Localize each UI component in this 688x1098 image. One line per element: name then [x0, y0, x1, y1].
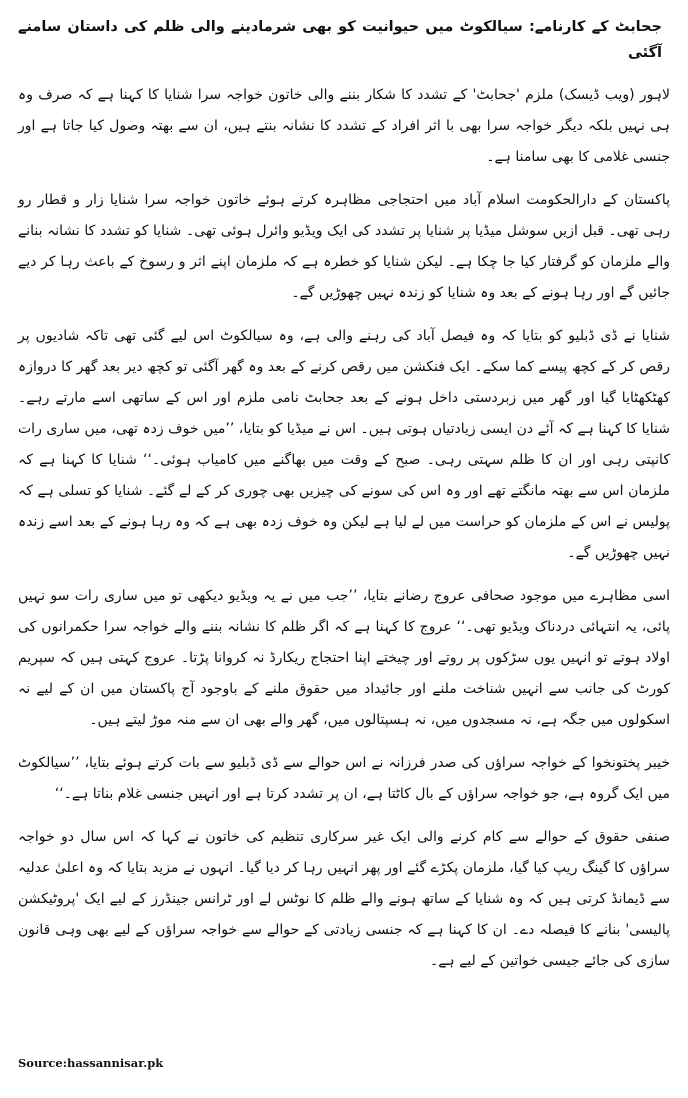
article-headline: جحابٹ کے کارنامے: سیالکوٹ میں حیوانیت کو بھی شرمادینے والی ظلم کی داستان سامنے آگئی	[18, 19, 662, 61]
article-paragraph-3: شنایا نے ڈی ڈبلیو کو بتایا کہ وہ فیصل آباد کی رہنے والی ہے، وہ سیالکوٹ اس لیے گئی تھی تاکہ شادیوں پر رقص کر کے کچھ پیسے کما سکے۔ ایک فنکشن میں رقص کرنے کے بعد وہ گھر آگئی تو کچھ دیر بعد گھر کا دروازہ کھٹکھٹایا گیا اور گھر میں زبردستی داخل ہونے کے بعد جحابٹ نامی ملزم اور اس کے ساتھی اسے مارتے رہے۔ شنایا کا کہنا ہے کہ آئے دن ایسی زیادتیاں ہوتی ہیں۔ اس نے میڈیا کو بتایا، ’’میں خوف زدہ تھی، میں ساری رات کانپتی رہی اور ان کا ظلم سہتی رہی۔ صبح کے وقت میں بھاگنے میں کامیاب ہوئی۔‘‘ شنایا کا کہنا ہے کہ ملزمان اس سے بھتہ مانگتے تھے اور وہ اس کی سونے کی چیزیں بھی چوری کر کے لے گئے۔ شنایا کو تسلی ہے کہ پولیس نے اس کے ملزمان کو حراست میں لے لیا ہے لیکن وہ خوف زدہ بھی ہے کہ وہ رہا ہونے کے بعد اسے زندہ نہیں چھوڑیں گے۔	[18, 328, 670, 561]
article-page	[18, 14, 670, 1084]
source-credit: Source:hassannisar.pk	[18, 1056, 164, 1070]
article-paragraph-6: صنفی حقوق کے حوالے سے کام کرنے والی ایک غیر سرکاری تنظیم کی خاتون نے کہا کہ اس سال دو خواجہ سراؤں کا گینگ ریپ کیا گیا، ملزمان پکڑے گئے اور پھر انہیں رہا کر دیا گیا۔ انہوں نے مزید بتایا کہ وہ اعلیٰ عدلیہ سے ڈیمانڈ کرتی ہیں کہ وہ شنایا کے ساتھ ہونے والے ظلم کا نوٹس لے اور ٹرانس جینڈرز کے لیے ایک 'پروٹیکشن پالیسی' بنانے کا فیصلہ دے۔ ان کا کہنا ہے کہ جنسی زیادتی کے حوالے سے خواجہ سراؤں کے لیے بھی وہی قانون سازی کی جائے جیسی خواتین کے لیے ہے۔	[18, 829, 670, 969]
article-paragraph-2: پاکستان کے دارالحکومت اسلام آباد میں احتجاجی مظاہرہ کرتے ہوئے خاتون خواجہ سرا شنایا زار و قطار رو رہی تھی۔ قبل ازیں سوشل میڈیا پر شنایا پر تشدد کی ایک ویڈیو وائرل ہوئی تھی۔ شنایا کو تشدد کا نشانہ بنانے والے ملزمان کو گرفتار کیا جا چکا ہے۔ لیکن شنایا کو خطرہ ہے کہ ملزمان اپنے اثر و رسوخ کے باعث رہا کر دیے جائیں گے اور رہا ہونے کے بعد وہ شنایا کو زندہ نہیں چھوڑیں گے۔	[18, 192, 670, 301]
article-paragraph-4: اسی مظاہرے میں موجود صحافی عروج رضانے بتایا، ’’جب میں نے یہ ویڈیو دیکھی تو میں ساری رات سو نہیں پائی، یہ انتہائی دردناک ویڈیو تھی۔‘‘ عروج کا کہنا ہے کہ اگر ظلم کا نشانہ بننے والے خواجہ سرا حکمرانوں کی اولاد ہوتے تو انہیں یوں سڑکوں پر روتے اور چیختے اپنا احتجاج ریکارڈ نہ کروانا پڑتا۔ عروج کہتی ہیں کہ سپریم کورٹ کی جانب سے انہیں شناخت ملنے اور جائیداد میں حقوق ملنے کے باوجود آج پاکستان میں ان کے لیے نہ اسکولوں میں جگہ ہے، نہ مسجدوں میں، نہ ہسپتالوں میں، گھر والے بھی ان سے منہ موڑ لیتے ہیں۔	[18, 588, 670, 728]
article-paragraph-5: خیبر پختونخوا کے خواجہ سراؤں کی صدر فرزانہ نے اس حوالے سے ڈی ڈبلیو سے بات کرتے ہوئے بتایا، ’’سیالکوٹ میں ایک گروہ ہے، جو خواجہ سراؤں کے بال کاٹتا ہے، ان پر تشدد کرتا ہے اور انہیں جنسی غلام بناتا ہے۔‘‘	[18, 755, 670, 802]
article-paragraph-1: لاہور (ویب ڈیسک) ملزم 'جحابٹ' کے تشدد کا شکار بننے والی خاتون خواجہ سرا شنایا کا کہنا ہے کہ صرف وہ ہی نہیں بلکہ دیگر خواجہ سرا بھی با اثر افراد کے تشدد کا نشانہ بنتے ہیں، ان سے بھتہ وصول کیا جاتا ہے اور جنسی غلامی کا بھی سامنا ہے۔	[18, 87, 670, 165]
